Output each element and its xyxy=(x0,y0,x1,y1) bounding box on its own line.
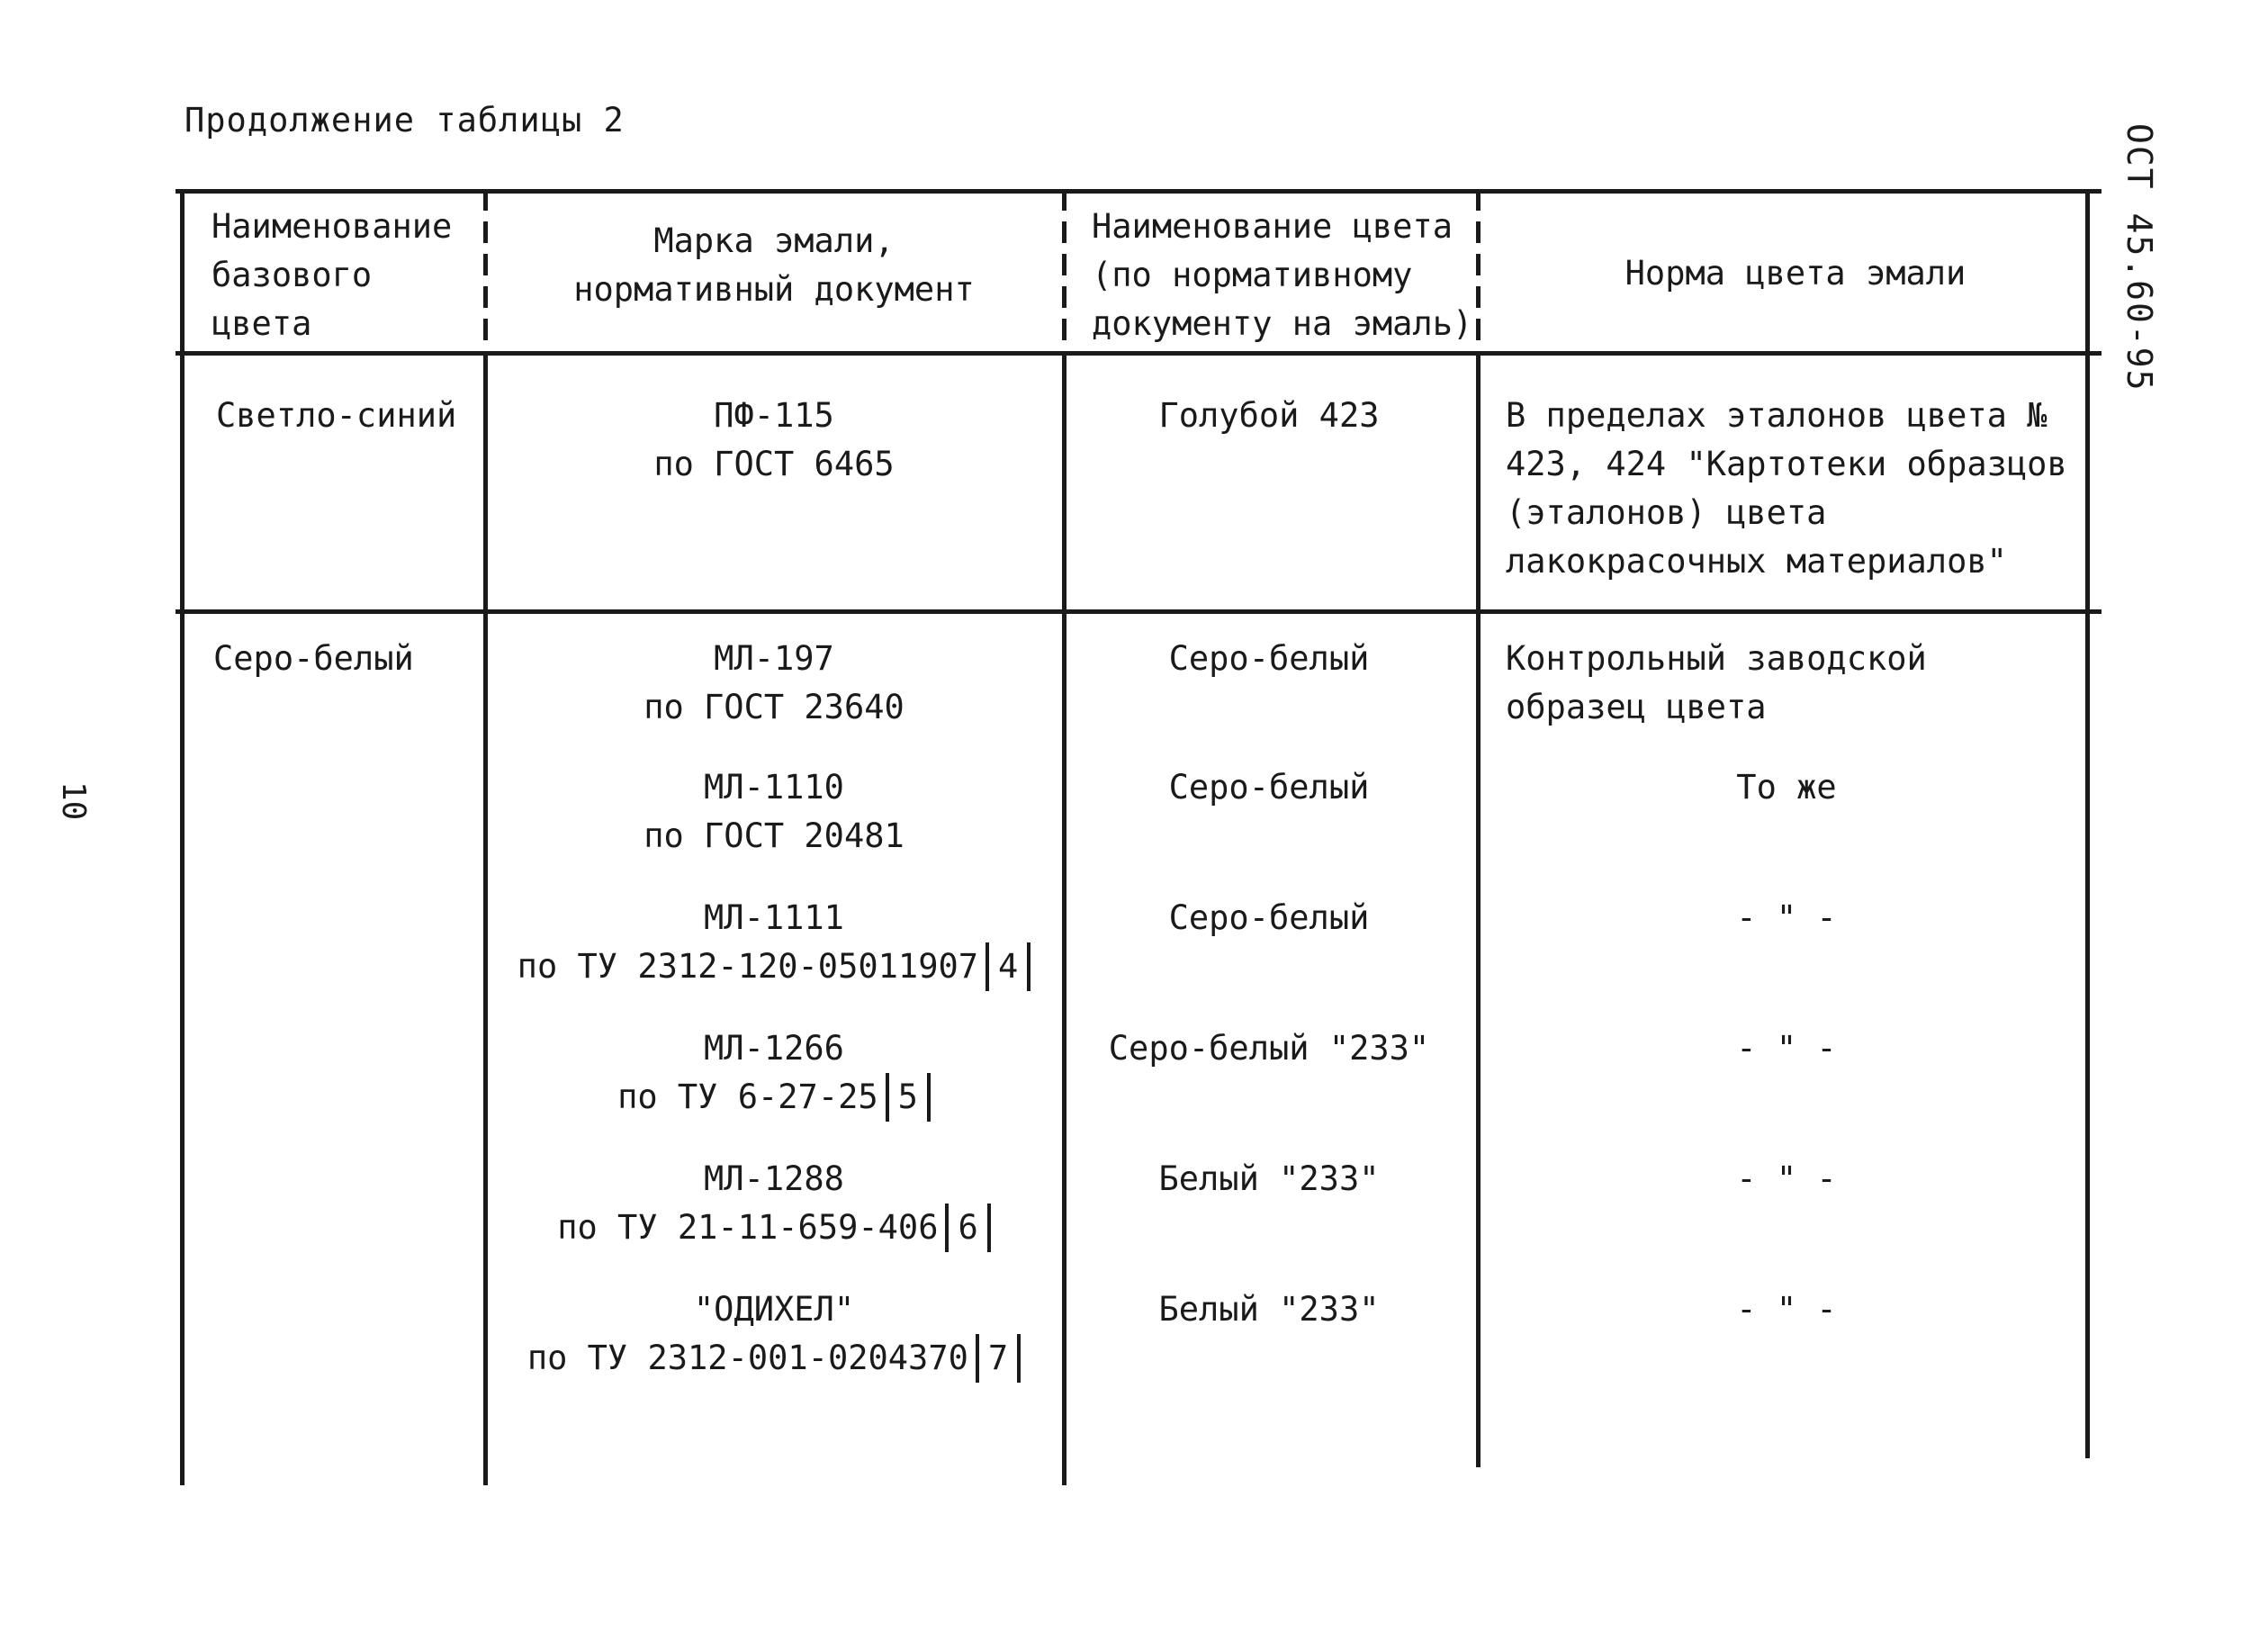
column-border-1-body xyxy=(483,356,488,1485)
enamel-mark: МЛ-1288 xyxy=(704,1159,844,1198)
enamel-mark-cell xyxy=(490,1155,1058,1252)
enamel-mark: МЛ-197 xyxy=(714,639,834,678)
reference-number: 4 xyxy=(986,942,1030,991)
standard-code: ОСТ 45.60-95 xyxy=(2120,123,2159,392)
color-norm-cell: - " - xyxy=(1736,1159,1837,1198)
reference-number: 6 xyxy=(945,1204,990,1252)
color-norm-cell: То же xyxy=(1736,768,1837,807)
color-norm-cell: Контрольный заводской образец цвета xyxy=(1506,639,1927,726)
enamel-mark: МЛ-1110 xyxy=(704,768,844,807)
color-norm-cell: В пределах эталонов цвета № 423, 424 "Картотеки образцов (эталонов) цвета лакокрасочных материалов" xyxy=(1506,396,2067,581)
header-base-color: Наименование базового цвета xyxy=(212,207,453,343)
base-color-cell: Серо-белый xyxy=(213,639,414,678)
column-border-3 xyxy=(1476,189,1480,356)
column-border-2 xyxy=(1062,189,1066,356)
color-norm-cell: - " - xyxy=(1736,1290,1837,1329)
normative-doc: по ГОСТ 23640 xyxy=(644,688,904,726)
page-number: 10 xyxy=(55,781,92,821)
enamel-mark-cell xyxy=(490,894,1058,991)
color-name-cell: Белый "233" xyxy=(1158,1290,1380,1329)
group-divider xyxy=(176,609,2102,614)
normative-doc: по ГОСТ 6465 xyxy=(653,445,895,483)
normative-doc: по ТУ 21-11-659-406 xyxy=(557,1208,939,1247)
enamel-mark: ПФ-115 xyxy=(714,396,834,435)
reference-number: 7 xyxy=(976,1334,1021,1383)
enamel-mark: МЛ-1266 xyxy=(704,1029,844,1068)
table-top-border xyxy=(176,189,2102,194)
color-table xyxy=(176,185,2106,1490)
header-bottom-border xyxy=(176,351,2102,356)
header-color-norm: Норма цвета эмали xyxy=(1624,254,1966,293)
enamel-mark-cell xyxy=(490,1024,1058,1122)
enamel-mark-cell xyxy=(490,763,1058,861)
column-border-1 xyxy=(483,189,488,356)
color-norm-cell: - " - xyxy=(1736,898,1837,937)
color-name-cell: Белый "233" xyxy=(1158,1159,1380,1198)
normative-doc: по ТУ 2312-001-0204370 xyxy=(526,1339,968,1377)
enamel-mark-cell xyxy=(490,635,1058,732)
base-color-cell: Светло-синий xyxy=(216,396,457,435)
enamel-mark-cell xyxy=(490,392,1058,489)
enamel-mark: МЛ-1111 xyxy=(704,898,844,937)
color-name-cell: Голубой 423 xyxy=(1158,396,1380,435)
enamel-mark-cell xyxy=(490,1285,1058,1383)
color-name-cell: Серо-белый "233" xyxy=(1108,1029,1430,1068)
normative-doc: по ГОСТ 20481 xyxy=(644,816,904,855)
color-name-cell: Серо-белый xyxy=(1168,898,1370,937)
column-border-right xyxy=(2085,189,2090,1458)
normative-doc: по ТУ 6-27-25 xyxy=(617,1077,878,1116)
color-name-cell: Серо-белый xyxy=(1168,768,1370,807)
header-enamel-mark: Марка эмали, нормативный документ xyxy=(573,221,975,309)
column-border-left xyxy=(180,189,184,1485)
normative-doc: по ТУ 2312-120-05011907 xyxy=(517,947,979,986)
header-color-name: Наименование цвета (по нормативному документу на эмаль) xyxy=(1092,207,1473,343)
color-norm-cell: - " - xyxy=(1736,1029,1837,1068)
color-name-cell: Серо-белый xyxy=(1168,639,1370,678)
enamel-mark: "ОДИХЕЛ" xyxy=(693,1290,855,1329)
column-border-3-body xyxy=(1476,356,1480,1467)
table-caption: Продолжение таблицы 2 xyxy=(184,101,625,140)
reference-number: 5 xyxy=(886,1073,931,1122)
